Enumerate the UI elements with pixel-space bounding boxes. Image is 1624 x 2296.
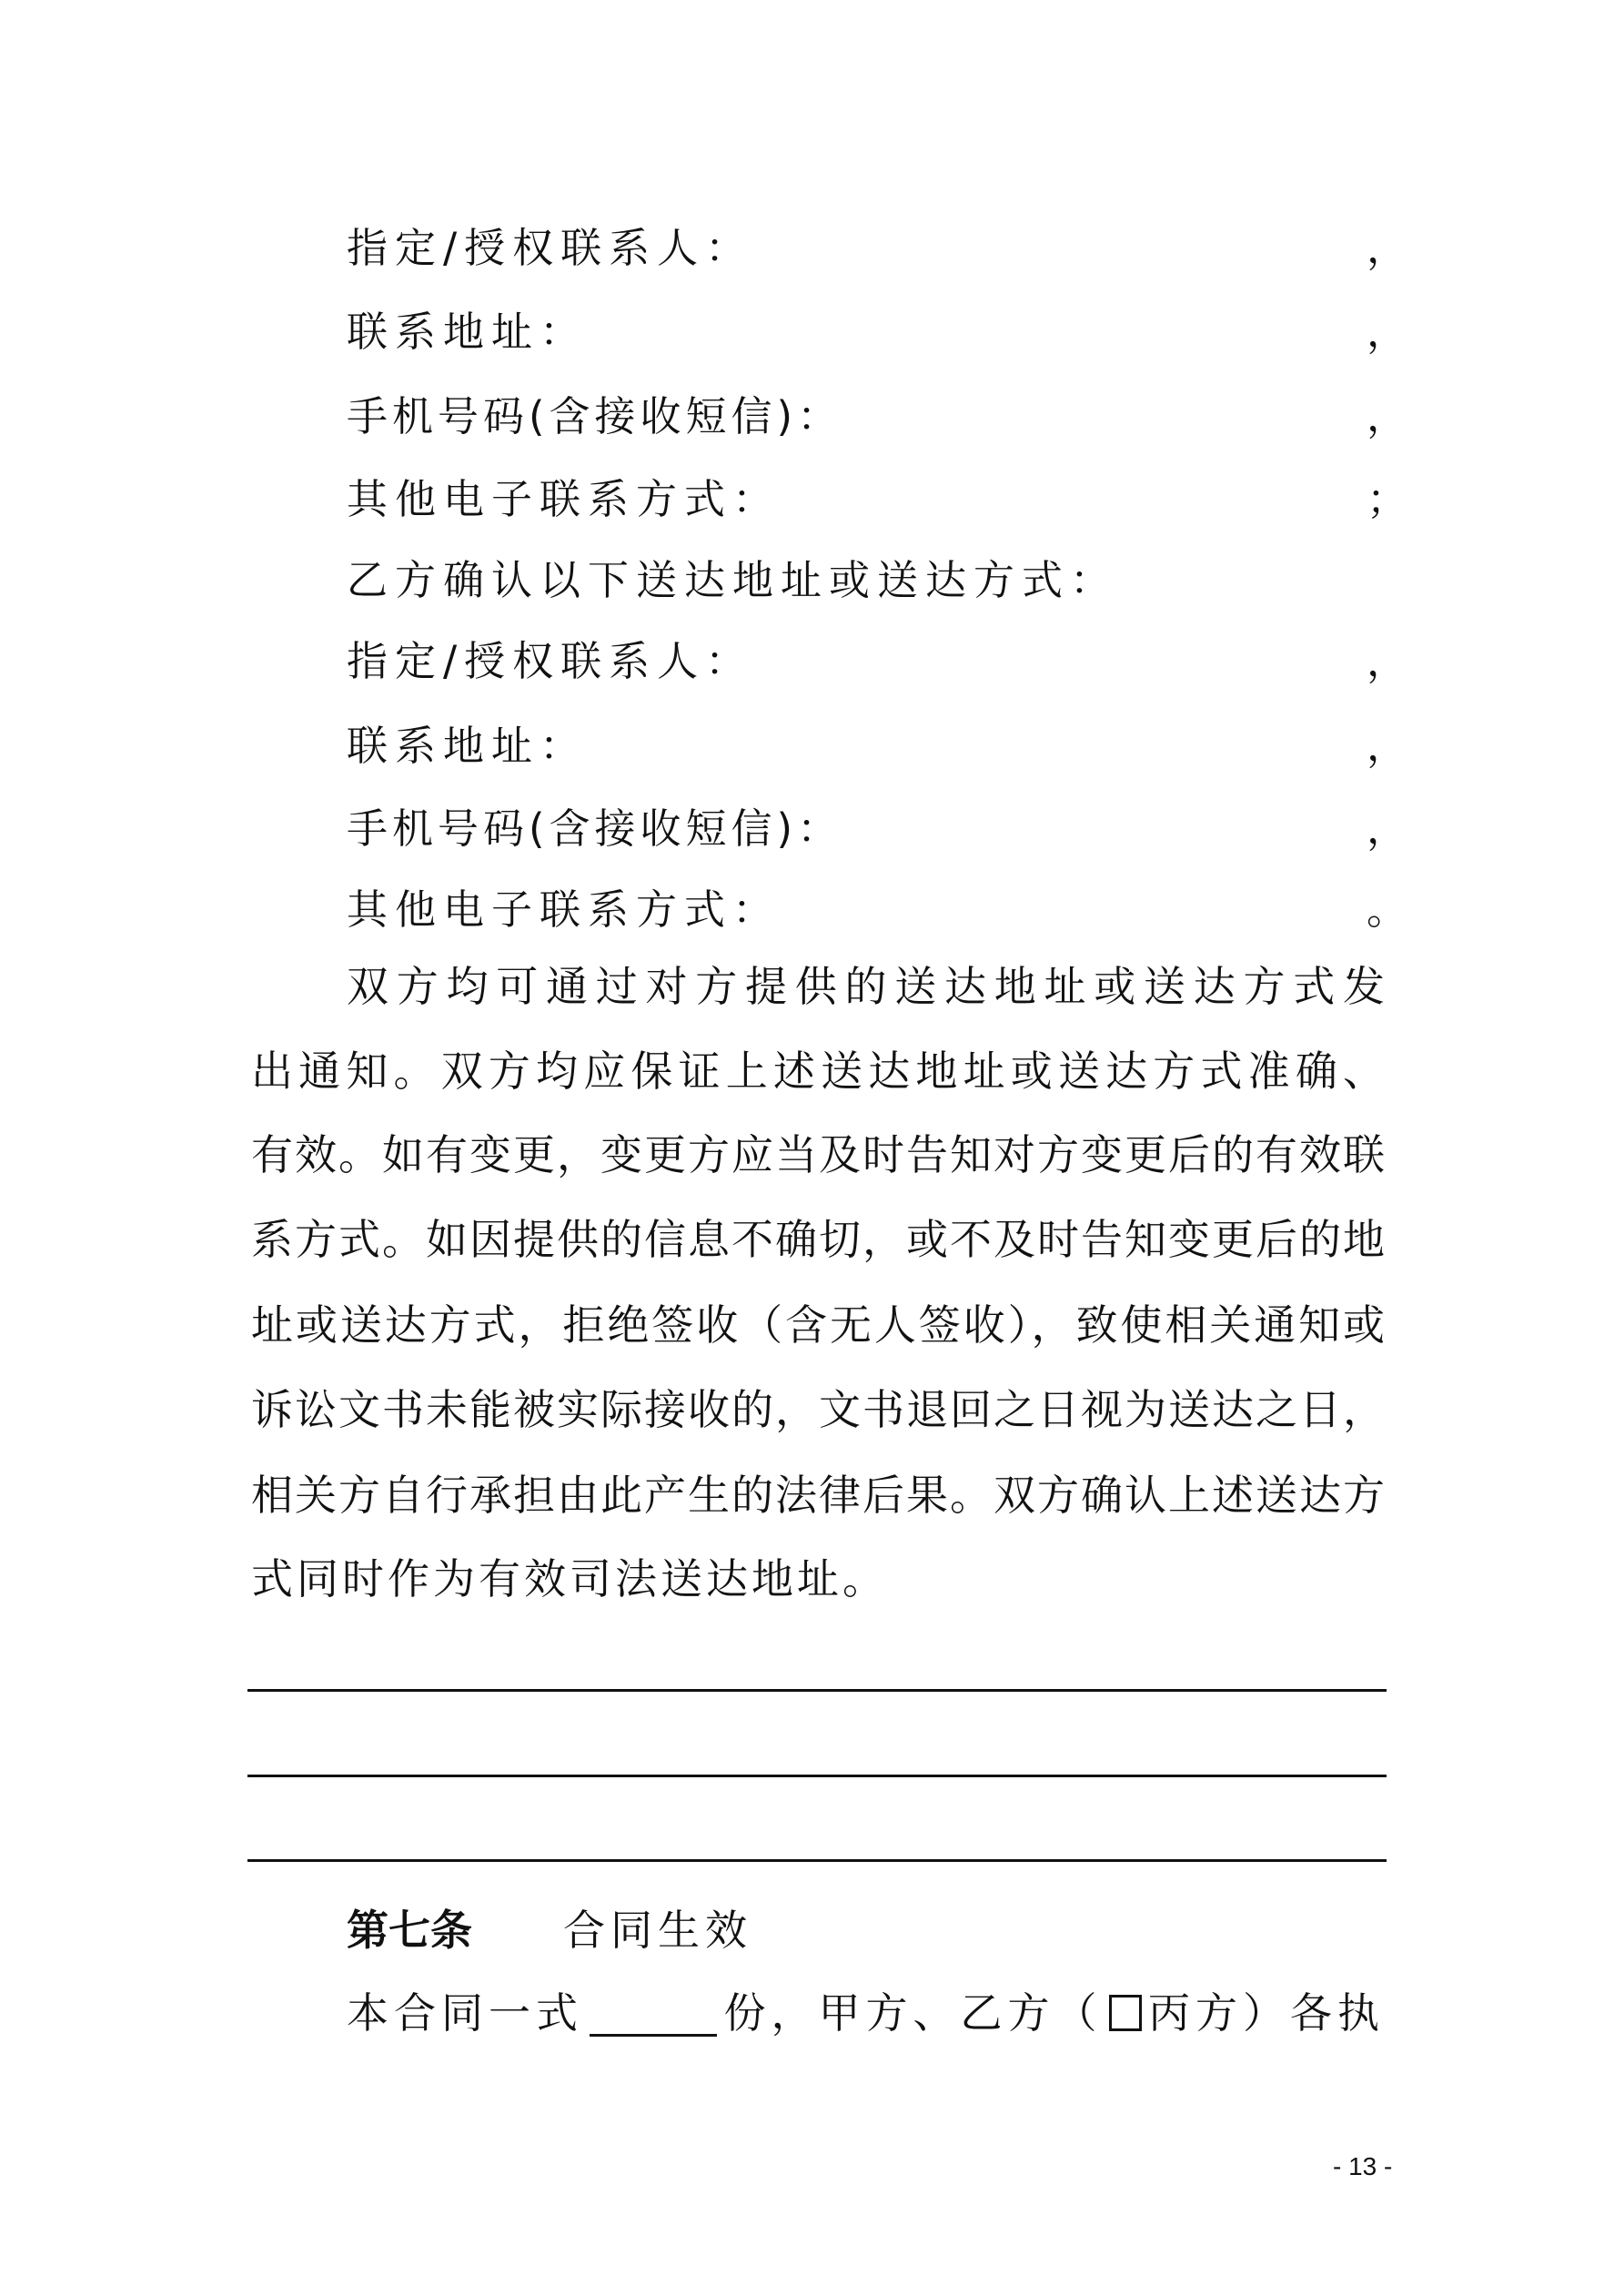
punct: ， bbox=[1367, 637, 1408, 685]
paragraph-line: 址或送达方式，拒绝签收（含无人签收），致使相关通知或 bbox=[251, 1300, 1385, 1350]
blank-line[interactable] bbox=[247, 1775, 1387, 1777]
article-number: 第七条 bbox=[347, 1906, 472, 1955]
copies-count-field[interactable] bbox=[590, 2034, 717, 2037]
text: 丙方）各执 bbox=[1148, 1988, 1385, 2038]
punct: ， bbox=[1367, 224, 1408, 272]
paragraph-line: 式同时作为有效司法送达地址。 bbox=[251, 1554, 888, 1603]
paragraph-line: 诉讼文书未能被实际接收的，文书退回之日视为送达之日， bbox=[251, 1385, 1385, 1434]
blank-line[interactable] bbox=[247, 1859, 1387, 1862]
blank-line[interactable] bbox=[247, 1689, 1387, 1692]
label: 手机号码(含接收短信)： bbox=[347, 392, 843, 440]
text: 本合同一式 bbox=[347, 1988, 583, 2038]
punct: ， bbox=[1367, 392, 1408, 440]
punct: 。 bbox=[1367, 885, 1408, 934]
label: 指定/授权联系人： bbox=[347, 637, 754, 685]
paragraph-line: 出通知。双方均应保证上述送达地址或送达方式准确、 bbox=[251, 1047, 1385, 1096]
party-b-intro: 乙方确认以下送达地址或送达方式： bbox=[347, 556, 1119, 604]
label: 指定/授权联系人： bbox=[347, 224, 754, 272]
label: 联系地址： bbox=[347, 308, 589, 356]
punct: ； bbox=[1367, 475, 1408, 523]
copies-line bbox=[347, 1986, 1385, 2040]
article-title: 合同生效 bbox=[563, 1906, 752, 1955]
label: 联系地址： bbox=[347, 722, 589, 770]
label: 其他电子联系方式： bbox=[347, 475, 782, 523]
party-c-checkbox[interactable] bbox=[1109, 1995, 1142, 2031]
punct: ， bbox=[1367, 308, 1408, 356]
punct: ， bbox=[1367, 804, 1408, 853]
article-7-heading bbox=[347, 1903, 752, 1957]
paragraph-line: 双方均可通过对方提供的送达地址或送达方式发 bbox=[347, 962, 1385, 1011]
paragraph-line: 有效。如有变更，变更方应当及时告知对方变更后的有效联 bbox=[251, 1130, 1385, 1179]
punct: ， bbox=[1367, 722, 1408, 770]
text: 份，甲方、乙方（ bbox=[723, 1988, 1103, 2038]
paragraph-line: 相关方自行承担由此产生的法律后果。双方确认上述送达方 bbox=[251, 1471, 1385, 1520]
paragraph-line: 系方式。如因提供的信息不确切，或不及时告知变更后的地 bbox=[251, 1215, 1385, 1264]
label: 其他电子联系方式： bbox=[347, 885, 782, 934]
page-number: - 13 - bbox=[1333, 2152, 1393, 2180]
label: 手机号码(含接收短信)： bbox=[347, 804, 843, 853]
